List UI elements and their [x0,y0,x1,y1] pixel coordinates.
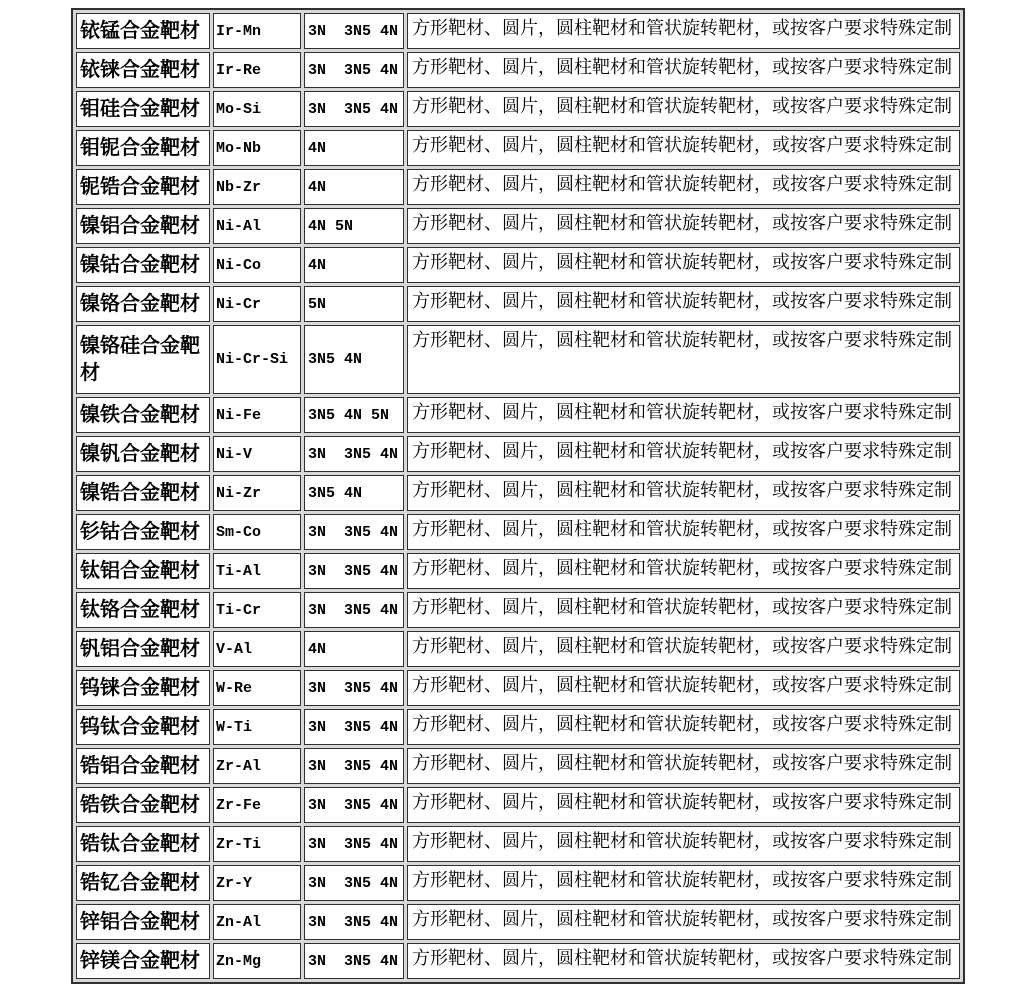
formula-cell: Zr-Al [213,748,301,784]
spec-cell: 方形靶材、圆片，圆柱靶材和管状旋转靶材，或按客户要求特殊定制 [407,787,960,823]
table-row [76,787,960,823]
product-name-cell: 锆铝合金靶材 [76,748,210,784]
table-row [76,169,960,205]
formula-cell: Zr-Fe [213,787,301,823]
formula-cell: Nb-Zr [213,169,301,205]
table-body [76,13,960,979]
spec-cell: 方形靶材、圆片，圆柱靶材和管状旋转靶材，或按客户要求特殊定制 [407,397,960,433]
product-name-cell: 钒铝合金靶材 [76,631,210,667]
purity-cell: 3N 3N5 4N [304,826,404,862]
spec-cell: 方形靶材、圆片，圆柱靶材和管状旋转靶材，或按客户要求特殊定制 [407,553,960,589]
spec-cell: 方形靶材、圆片，圆柱靶材和管状旋转靶材，或按客户要求特殊定制 [407,592,960,628]
table-row [76,286,960,322]
purity-cell: 5N [304,286,404,322]
product-name-cell: 锌铝合金靶材 [76,904,210,940]
spec-cell: 方形靶材、圆片，圆柱靶材和管状旋转靶材，或按客户要求特殊定制 [407,52,960,88]
product-name-cell: 钼硅合金靶材 [76,91,210,127]
product-name-cell: 铱锰合金靶材 [76,13,210,49]
product-name-cell: 镍铬合金靶材 [76,286,210,322]
table-row [76,553,960,589]
purity-cell: 3N 3N5 4N [304,787,404,823]
purity-cell: 3N 3N5 4N [304,865,404,901]
formula-cell: Zn-Al [213,904,301,940]
spec-cell: 方形靶材、圆片，圆柱靶材和管状旋转靶材，或按客户要求特殊定制 [407,130,960,166]
product-name-cell: 镍铝合金靶材 [76,208,210,244]
table-row [76,325,960,394]
product-name-cell: 钨钛合金靶材 [76,709,210,745]
table-row [76,52,960,88]
spec-cell: 方形靶材、圆片，圆柱靶材和管状旋转靶材，或按客户要求特殊定制 [407,670,960,706]
formula-cell: V-Al [213,631,301,667]
formula-cell: Ir-Re [213,52,301,88]
purity-cell: 3N5 4N [304,325,404,394]
product-name-cell: 镍钴合金靶材 [76,247,210,283]
spec-cell: 方形靶材、圆片，圆柱靶材和管状旋转靶材，或按客户要求特殊定制 [407,475,960,511]
product-name-cell: 镍铁合金靶材 [76,397,210,433]
purity-cell: 3N 3N5 4N [304,553,404,589]
purity-cell: 3N 3N5 4N [304,13,404,49]
formula-cell: Ni-Al [213,208,301,244]
table-row [76,130,960,166]
formula-cell: Ir-Mn [213,13,301,49]
table-row [76,709,960,745]
table-row [76,592,960,628]
formula-cell: Mo-Si [213,91,301,127]
purity-cell: 3N 3N5 4N [304,748,404,784]
spec-cell: 方形靶材、圆片，圆柱靶材和管状旋转靶材，或按客户要求特殊定制 [407,286,960,322]
spec-cell: 方形靶材、圆片，圆柱靶材和管状旋转靶材，或按客户要求特殊定制 [407,943,960,979]
purity-cell: 3N 3N5 4N [304,904,404,940]
formula-cell: Ni-Zr [213,475,301,511]
table-row [76,865,960,901]
spec-cell: 方形靶材、圆片，圆柱靶材和管状旋转靶材，或按客户要求特殊定制 [407,13,960,49]
product-name-cell: 镍钒合金靶材 [76,436,210,472]
table-row [76,943,960,979]
product-name-cell: 铌锆合金靶材 [76,169,210,205]
formula-cell: Ni-Cr [213,286,301,322]
formula-cell: Ti-Al [213,553,301,589]
purity-cell: 3N5 4N 5N [304,397,404,433]
formula-cell: Zr-Y [213,865,301,901]
spec-cell: 方形靶材、圆片，圆柱靶材和管状旋转靶材，或按客户要求特殊定制 [407,709,960,745]
alloy-target-table [71,8,965,984]
product-name-cell: 锆钇合金靶材 [76,865,210,901]
spec-cell: 方形靶材、圆片，圆柱靶材和管状旋转靶材，或按客户要求特殊定制 [407,169,960,205]
table-row [76,91,960,127]
formula-cell: Ni-Fe [213,397,301,433]
purity-cell: 3N 3N5 4N [304,943,404,979]
product-name-cell: 锆钛合金靶材 [76,826,210,862]
formula-cell: Mo-Nb [213,130,301,166]
purity-cell: 3N 3N5 4N [304,52,404,88]
spec-cell: 方形靶材、圆片，圆柱靶材和管状旋转靶材，或按客户要求特殊定制 [407,436,960,472]
product-name-cell: 锌镁合金靶材 [76,943,210,979]
purity-cell: 3N 3N5 4N [304,514,404,550]
purity-cell: 4N [304,130,404,166]
table-row [76,748,960,784]
spec-cell: 方形靶材、圆片，圆柱靶材和管状旋转靶材，或按客户要求特殊定制 [407,865,960,901]
formula-cell: Sm-Co [213,514,301,550]
product-name-cell: 钐钴合金靶材 [76,514,210,550]
formula-cell: Ni-Cr-Si [213,325,301,394]
table-row [76,670,960,706]
purity-cell: 4N [304,169,404,205]
purity-cell: 3N 3N5 4N [304,91,404,127]
table-row [76,826,960,862]
formula-cell: Zn-Mg [213,943,301,979]
spec-cell: 方形靶材、圆片，圆柱靶材和管状旋转靶材，或按客户要求特殊定制 [407,91,960,127]
table-row [76,631,960,667]
formula-cell: Zr-Ti [213,826,301,862]
spec-cell: 方形靶材、圆片，圆柱靶材和管状旋转靶材，或按客户要求特殊定制 [407,631,960,667]
purity-cell: 3N5 4N [304,475,404,511]
purity-cell: 4N [304,631,404,667]
purity-cell: 3N 3N5 4N [304,670,404,706]
purity-cell: 3N 3N5 4N [304,592,404,628]
formula-cell: Ti-Cr [213,592,301,628]
spec-cell: 方形靶材、圆片，圆柱靶材和管状旋转靶材，或按客户要求特殊定制 [407,904,960,940]
spec-cell: 方形靶材、圆片，圆柱靶材和管状旋转靶材，或按客户要求特殊定制 [407,748,960,784]
product-name-cell: 钛铬合金靶材 [76,592,210,628]
formula-cell: Ni-V [213,436,301,472]
table-row [76,208,960,244]
spec-cell: 方形靶材、圆片，圆柱靶材和管状旋转靶材，或按客户要求特殊定制 [407,826,960,862]
product-name-cell: 镍锆合金靶材 [76,475,210,511]
formula-cell: W-Re [213,670,301,706]
purity-cell: 4N [304,247,404,283]
table-row [76,436,960,472]
product-name-cell: 钼铌合金靶材 [76,130,210,166]
table-row [76,514,960,550]
formula-cell: W-Ti [213,709,301,745]
product-name-cell: 铱铼合金靶材 [76,52,210,88]
product-name-cell: 锆铁合金靶材 [76,787,210,823]
purity-cell: 4N 5N [304,208,404,244]
table-row [76,904,960,940]
product-name-cell: 钛铝合金靶材 [76,553,210,589]
formula-cell: Ni-Co [213,247,301,283]
table-row [76,475,960,511]
purity-cell: 3N 3N5 4N [304,709,404,745]
table-row [76,247,960,283]
spec-cell: 方形靶材、圆片，圆柱靶材和管状旋转靶材，或按客户要求特殊定制 [407,514,960,550]
spec-cell: 方形靶材、圆片，圆柱靶材和管状旋转靶材，或按客户要求特殊定制 [407,208,960,244]
spec-cell: 方形靶材、圆片，圆柱靶材和管状旋转靶材，或按客户要求特殊定制 [407,325,960,394]
purity-cell: 3N 3N5 4N [304,436,404,472]
product-name-cell: 镍铬硅合金靶材 [76,325,210,394]
table-row [76,13,960,49]
spec-cell: 方形靶材、圆片，圆柱靶材和管状旋转靶材，或按客户要求特殊定制 [407,247,960,283]
product-name-cell: 钨铼合金靶材 [76,670,210,706]
table-row [76,397,960,433]
